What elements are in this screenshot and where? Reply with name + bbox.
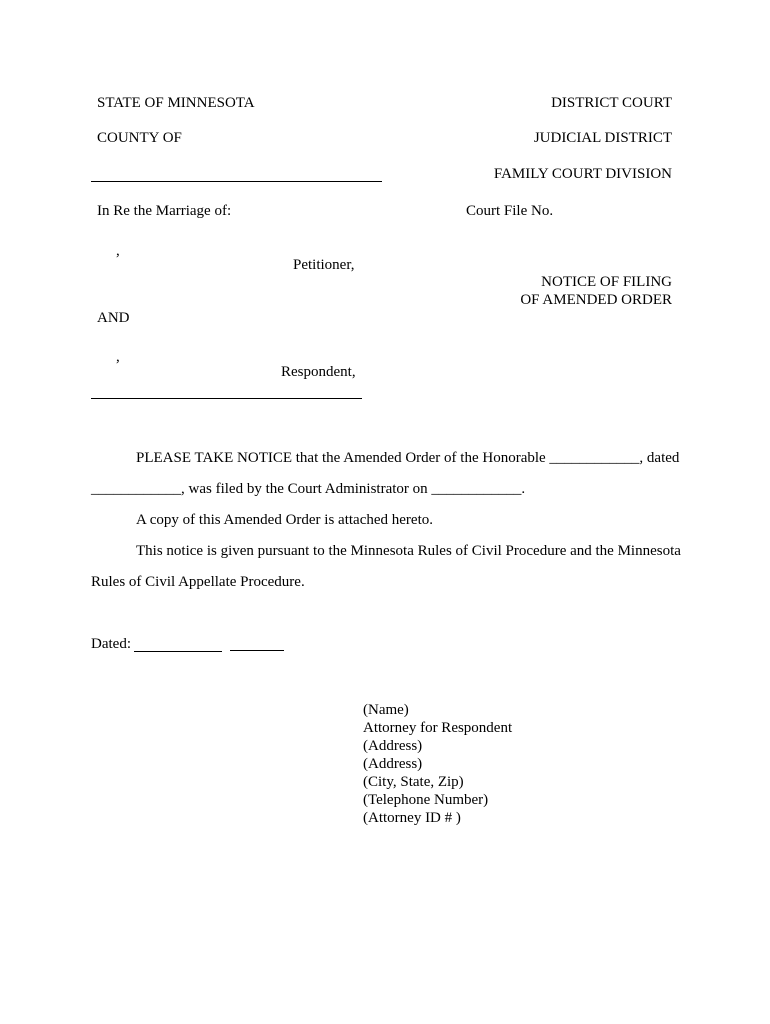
judicial-district-label: JUDICIAL DISTRICT <box>533 130 672 146</box>
respondent-label: Respondent, <box>281 364 356 380</box>
signature-block <box>363 701 512 827</box>
court-file-number-label: Court File No. <box>466 203 554 219</box>
attorney-role: Attorney for Respondent <box>363 720 513 736</box>
family-court-division-label: FAMILY COURT DIVISION <box>493 166 672 182</box>
dated-blank-1 <box>134 651 222 652</box>
dated-blank-2 <box>230 650 284 651</box>
petitioner-label: Petitioner, <box>293 257 355 273</box>
rules-paragraph-line1: This notice is given pursuant to the Minnesota Rules of Civil Procedure and the Minnesota <box>136 543 681 559</box>
dated-label: Dated: <box>91 636 131 652</box>
notice-paragraph-line2: ____________, was filed by the Court Administrator on ____________. <box>91 481 526 497</box>
attorney-name: (Name) <box>363 702 409 718</box>
caption-divider-bottom <box>91 398 362 399</box>
county-label: COUNTY OF <box>97 130 182 146</box>
attached-copy-paragraph: A copy of this Amended Order is attached hereto. <box>136 512 433 528</box>
attorney-telephone: (Telephone Number) <box>363 792 489 808</box>
document-title-line1: NOTICE OF FILING <box>541 274 672 290</box>
respondent-name-comma: , <box>116 349 120 365</box>
caption-divider-top <box>91 181 382 182</box>
in-re-marriage-label: In Re the Marriage of: <box>97 203 232 219</box>
court-label: DISTRICT COURT <box>551 95 672 111</box>
notice-paragraph-line1: PLEASE TAKE NOTICE that the Amended Order of the Honorable ____________, dated <box>136 450 680 466</box>
attorney-address-2: (Address) <box>363 756 423 772</box>
document-title-line2: OF AMENDED ORDER <box>520 292 672 308</box>
petitioner-name-comma: , <box>116 243 120 259</box>
attorney-id: (Attorney ID # ) <box>363 810 461 826</box>
attorney-address-1: (Address) <box>363 738 423 754</box>
rules-paragraph-line2: Rules of Civil Appellate Procedure. <box>91 574 305 590</box>
and-label: AND <box>97 310 130 326</box>
state-label: STATE OF MINNESOTA <box>97 95 255 111</box>
attorney-city-state-zip: (City, State, Zip) <box>363 774 464 790</box>
